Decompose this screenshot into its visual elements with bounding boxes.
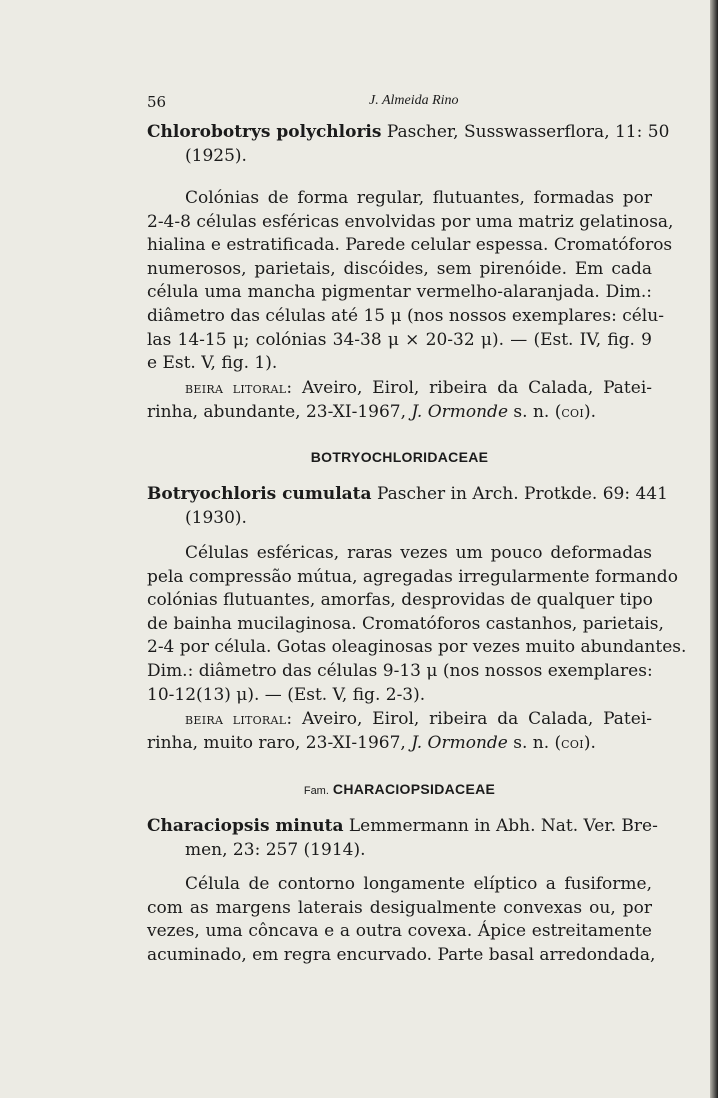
species-citation-2 [147, 483, 668, 530]
page-number: 56 [147, 93, 167, 111]
species-name: Characiopsis minuta [147, 816, 344, 836]
region-name: beira litoral [185, 379, 287, 397]
locality-line [147, 732, 652, 756]
collector-name: J. Ormonde [411, 732, 508, 753]
collector-name: J. Ormonde [411, 401, 509, 422]
description-line: 2-4-8 células esféricas envolvidas por uma matriz gelatinosa, [147, 211, 674, 232]
family-name: CHARACIOPSIDACEAE [332, 781, 496, 797]
citation-line: (1925). [185, 145, 247, 166]
locality-text: ). [584, 401, 597, 422]
region-name: beira litoral [185, 710, 287, 728]
species-description-3 [147, 873, 656, 967]
description-line: numerosos, parietais, discóides, sem pirenóide. Em cada [147, 258, 652, 279]
citation-line: men, 23: 257 (1914). [185, 839, 366, 860]
locality-text: rinha, abundante, 23-XI-1967, [147, 401, 412, 422]
species-citation-3 [147, 815, 658, 862]
locality-line [147, 377, 652, 401]
family-heading-1: BOTRYOCHLORIDACEAE [310, 449, 489, 465]
locality-text: rinha, muito raro, 23-XI-1967, [147, 732, 412, 753]
running-author: J. Almeida Rino [369, 93, 459, 108]
description-line: de bainha mucilaginosa. Cromatóforos castanhos, parietais, [147, 613, 664, 634]
description-line: las 14-15 μ; colónias 34-38 μ × 20-32 μ). — (Est. IV, fig. 9 [147, 329, 652, 350]
description-line: diâmetro das células até 15 μ (nos nossos exemplares: célu- [147, 305, 664, 326]
locality-record-1 [147, 377, 652, 424]
citation-line: (1930). [185, 507, 247, 528]
description-line: Célula de contorno longamente elíptico a fusiforme, [185, 874, 652, 894]
running-header [147, 93, 652, 117]
description-line: pela compressão mútua, agregadas irregularmente formando [147, 566, 678, 587]
description-line: 10-12(13) μ). — (Est. V, fig. 2-3). [147, 684, 426, 705]
species-citation-1 [147, 121, 670, 168]
description-line: com as margens laterais desigualmente convexas ou, por [147, 897, 652, 918]
species-description-2 [147, 542, 687, 707]
citation-text: Pascher in Arch. Protkde. 69: 441 [371, 484, 668, 504]
description-line: colónias flutuantes, amorfas, desprovidas de qualquer tipo [147, 590, 653, 611]
locality-text: : Aveiro, Eirol, ribeira da Calada, Patei- [286, 378, 653, 398]
herbarium-code: coi [561, 733, 584, 752]
description-line: e Est. V, fig. 1). [147, 353, 278, 374]
description-line: hialina e estratificada. Parede celular espessa. Cromatóforos [147, 235, 673, 256]
locality-line [147, 401, 652, 425]
family-prefix: Fam. [303, 785, 329, 797]
description-line: célula uma mancha pigmentar vermelho-alaranjada. Dim.: [147, 282, 652, 303]
description-line: acuminado, em regra encurvado. Parte basal arredondada, [147, 944, 656, 965]
herbarium-code: coi [561, 402, 585, 421]
description-line: 2-4 por célula. Gotas oleaginosas por vezes muito abundantes. [147, 637, 687, 658]
description-line: Dim.: diâmetro das células 9-13 μ (nos nossos exemplares: [147, 660, 653, 681]
locality-text: : Aveiro, Eirol, ribeira da Calada, Patei- [286, 709, 653, 729]
citation-line [147, 815, 658, 839]
locality-text: s. n. ( [507, 732, 562, 753]
family-heading-2 [147, 781, 652, 797]
locality-line [147, 708, 652, 732]
page-edge-shadow [710, 0, 718, 1098]
description-line: Colónias de forma regular, flutuantes, formadas por [185, 188, 652, 208]
locality-text: s. n. ( [508, 401, 562, 422]
species-name: Chlorobotrys polychloris [147, 122, 382, 142]
citation-line [147, 121, 670, 145]
description-line: vezes, uma côncava e a outra covexa. Ápice estreitamente [147, 921, 652, 942]
description-line: Células esféricas, raras vezes um pouco deformadas [185, 543, 652, 563]
citation-line [147, 483, 668, 507]
citation-text: Pascher, Susswasserflora, 11: 50 [381, 122, 670, 142]
locality-text: ). [583, 732, 596, 753]
species-name: Botryochloris cumulata [147, 484, 372, 504]
species-description-1 [147, 187, 674, 376]
locality-record-2 [147, 708, 652, 755]
citation-text: Lemmermann in Abh. Nat. Ver. Bre- [343, 816, 658, 836]
